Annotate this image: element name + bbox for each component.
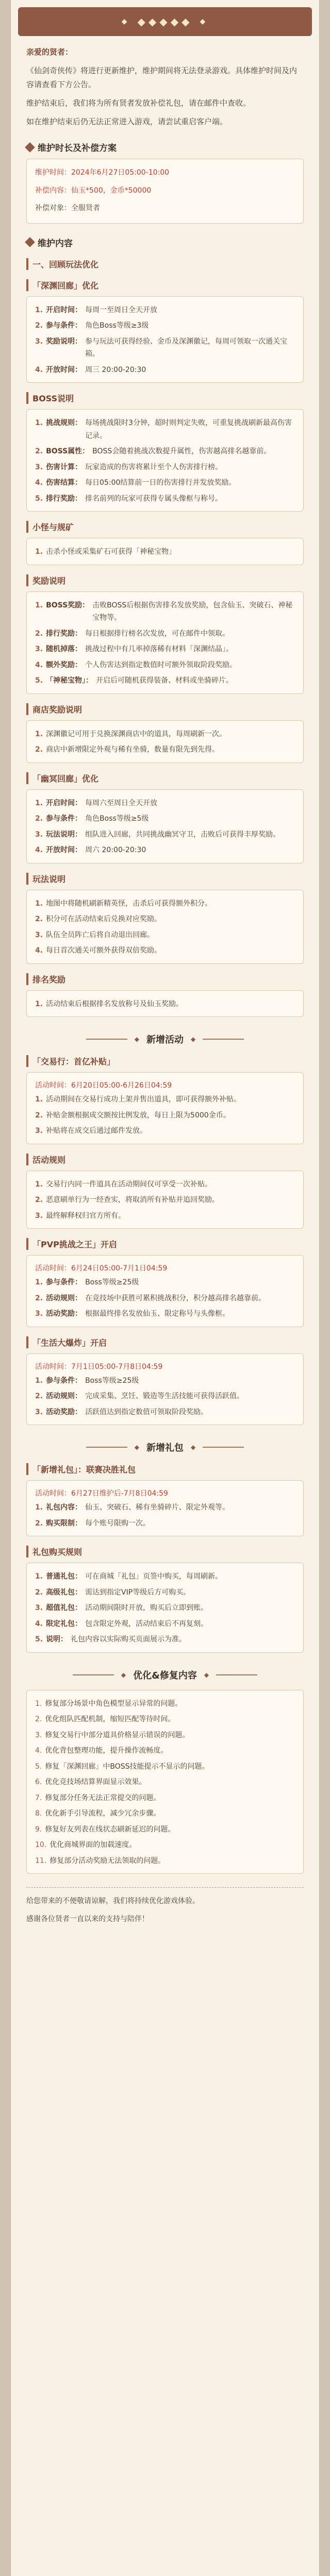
list-item xyxy=(35,1792,295,1805)
list-item xyxy=(35,897,295,910)
block-card xyxy=(26,409,304,512)
item-text: 每日首次通关可额外获得双倍奖励。 xyxy=(46,946,162,955)
item-text: 修复部分活动奖励无法领取的问题。 xyxy=(50,1856,166,1865)
announcement-page xyxy=(10,0,320,2576)
item-text: 修复「深渊回廊」中BOSS技能提示不显示的问题。 xyxy=(45,1762,209,1771)
list-item xyxy=(35,1713,295,1726)
list-item xyxy=(35,1823,295,1836)
block-card xyxy=(26,1480,304,1536)
item-text: 修复部分场景中角色模型显示异常的问题。 xyxy=(45,1699,183,1708)
diamond-icon: ◆ xyxy=(134,1444,139,1451)
compensation-content: 补偿内容：仙玉*500，金币*50000 xyxy=(35,186,152,195)
item-number: 3. xyxy=(35,1211,43,1220)
list-item xyxy=(35,674,295,687)
item-text: 可在商城「礼包」页签中购买，每周刷新。 xyxy=(85,1572,223,1581)
item-label: 高级礼包： xyxy=(46,1588,82,1597)
item-number: 3. xyxy=(35,830,43,839)
list-item xyxy=(35,1744,295,1757)
item-label: 开放时间： xyxy=(46,365,82,374)
list-item xyxy=(35,1210,295,1223)
item-text: 补贴金额根据成交额按比例发放，每日上限为5000金币。 xyxy=(46,1111,230,1120)
list-item xyxy=(35,335,295,361)
item-text: 最终解释权归官方所有。 xyxy=(46,1211,126,1220)
item-text: 组队进入回廊，共同挑战幽冥守卫，击败后可获得丰厚奖励。 xyxy=(85,830,280,839)
block-heading: 排名奖励 xyxy=(26,973,304,985)
item-number: 1. xyxy=(35,730,43,738)
item-number: 2. xyxy=(35,815,43,823)
item-text: 仙玉、突破石、稀有坐骑碎片、限定外观等。 xyxy=(85,1503,230,1512)
item-number: 9. xyxy=(35,1825,42,1834)
item-number: 3. xyxy=(35,337,43,346)
list-item xyxy=(35,998,295,1011)
list-item xyxy=(35,1125,295,1138)
list-item xyxy=(35,929,295,942)
item-label: 伤害结算： xyxy=(46,479,82,487)
list-item xyxy=(35,1586,295,1599)
item-text: 地图中将随机刷新精英怪，击杀后可获得额外积分。 xyxy=(46,899,212,908)
item-label: 排行奖励： xyxy=(46,629,82,638)
greeting: 亲爱的贤者： xyxy=(26,47,73,57)
item-text: 每个账号限购一次。 xyxy=(85,1519,151,1528)
item-text: 需达到指定VIP等级后方可购买。 xyxy=(85,1588,191,1597)
item-number: 7. xyxy=(35,1793,42,1802)
item-label: BOSS属性： xyxy=(46,447,90,456)
new-gifts-heading: ◆ 新增礼包 ◆ xyxy=(26,1440,304,1454)
item-text: 开启后可随机获得装备、材料或坐骑碎片。 xyxy=(96,676,234,685)
item-label: 说明： xyxy=(46,1635,68,1644)
activity-blocks xyxy=(26,1055,304,1425)
announcement-banner xyxy=(18,7,312,36)
item-number: 2. xyxy=(35,321,43,330)
item-number: 3. xyxy=(35,645,43,654)
item-text: 修复部分任务无法正常提交的问题。 xyxy=(45,1793,161,1802)
activity-time: 活动时间：6月20日05:00-6月26日04:59 xyxy=(35,1081,172,1090)
item-number: 1. xyxy=(35,1572,43,1581)
list-item xyxy=(35,728,295,741)
list-item xyxy=(35,1501,295,1514)
list-item xyxy=(35,364,295,377)
list-item xyxy=(35,417,295,442)
item-label: 超值礼包： xyxy=(46,1604,82,1613)
activity-time: 活动时间：6月27日维护后-7月8日04:59 xyxy=(35,1489,168,1498)
item-text: 击败BOSS后根据伤害排名发放奖励，包含仙玉、突破石、神秘宝物等。 xyxy=(92,601,293,622)
item-text: 每场挑战限时3分钟，超时则判定失败，可重复挑战刷新最高伤害记录。 xyxy=(85,419,292,440)
item-number: 2. xyxy=(35,1588,43,1597)
list-item xyxy=(35,1807,295,1820)
item-number: 3. xyxy=(35,1310,43,1318)
item-number: 8. xyxy=(35,1809,42,1818)
maintenance-time: 维护时间：2024年6月27日05:00-10:00 xyxy=(35,168,170,177)
list-item xyxy=(35,628,295,640)
block-heading: BOSS说明 xyxy=(26,392,304,404)
item-number: 2. xyxy=(35,1294,43,1302)
item-text: 周六 20:00-20:30 xyxy=(85,846,146,855)
list-item xyxy=(35,1729,295,1742)
item-number: 2. xyxy=(35,447,43,456)
item-number: 4. xyxy=(35,1619,43,1628)
list-item xyxy=(35,304,295,317)
item-text: 包含限定外观，活动结束后不再复刻。 xyxy=(85,1619,208,1628)
block-card xyxy=(26,720,304,763)
item-text: 每日05:00结算前一日的伤害排行并发放奖励。 xyxy=(85,479,236,487)
item-label: BOSS奖励： xyxy=(46,601,90,609)
diamond-icon: ◆ xyxy=(134,1036,139,1043)
item-text: 活动期间限时开放，购买后立即到账。 xyxy=(85,1604,208,1613)
item-label: 购买限制： xyxy=(46,1519,82,1528)
item-number: 4. xyxy=(35,365,43,374)
list-item xyxy=(35,844,295,857)
item-label: 礼包内容： xyxy=(46,1503,82,1512)
list-item xyxy=(35,659,295,672)
item-label: 普通礼包： xyxy=(46,1572,82,1581)
diamond-icon: ◆ xyxy=(204,1671,209,1679)
announcement-content xyxy=(11,45,319,1925)
list-item xyxy=(35,1776,295,1789)
gameplay-blocks xyxy=(26,279,304,1018)
block-card xyxy=(26,1171,304,1229)
item-label: 奖励说明： xyxy=(46,337,82,346)
new-activities-heading: ◆ 新增活动 ◆ xyxy=(26,1032,304,1046)
list-item xyxy=(35,1390,295,1403)
item-text: 参与玩法可获得经验、金币及深渊徽记，每周可领取一次通关宝箱。 xyxy=(85,337,288,359)
item-label: 挑战规则： xyxy=(46,419,82,428)
item-label: 额外奖励： xyxy=(46,660,82,669)
block-card xyxy=(26,890,304,964)
list-item xyxy=(35,599,295,624)
block-card xyxy=(26,538,304,565)
activity-time: 活动时间：7月1日05:00-7月8日04:59 xyxy=(35,1362,163,1371)
item-number: 1. xyxy=(35,1376,43,1385)
item-number: 3. xyxy=(35,1731,42,1739)
gift-blocks xyxy=(26,1463,304,1653)
item-text: 个人伤害达到指定数值时可额外领取阶段奖励。 xyxy=(85,660,237,669)
block-card xyxy=(26,1072,304,1144)
item-number: 2. xyxy=(35,1196,43,1205)
item-text: 每周六至周日全天开放 xyxy=(85,799,158,807)
list-item xyxy=(35,1602,295,1615)
item-text: 优化组队匹配机制，缩短匹配等待时间。 xyxy=(45,1715,175,1724)
item-text: 队伍全员阵亡后将自动退出回廊。 xyxy=(46,930,155,939)
item-number: 5. xyxy=(35,1635,43,1644)
item-text: 优化新手引导流程，减少冗余步骤。 xyxy=(45,1809,161,1818)
item-text: 礼包内容以实际购买页面展示为准。 xyxy=(71,1635,187,1644)
block-card xyxy=(26,296,304,383)
list-item xyxy=(35,1178,295,1191)
item-text: 每周一至周日全天开放 xyxy=(85,306,158,314)
item-number: 1. xyxy=(35,601,43,609)
item-text: 优化竞技场结算界面显示效果。 xyxy=(45,1778,146,1787)
block-heading: 奖励说明 xyxy=(26,574,304,586)
diamond-icon: ◆ xyxy=(121,18,130,26)
list-item xyxy=(35,812,295,825)
block-heading: 玩法说明 xyxy=(26,873,304,885)
list-item xyxy=(35,1633,295,1646)
block-heading: 活动规则 xyxy=(26,1154,304,1165)
item-number: 1. xyxy=(35,1095,43,1104)
item-text: 恶意刷单行为一经查实，将取消所有补贴并追回奖励。 xyxy=(46,1196,220,1205)
item-text: 优化背包整理功能，提升操作流畅度。 xyxy=(45,1747,168,1755)
item-text: 深渊徽记可用于兑换深渊商店中的道具，每周刷新一次。 xyxy=(46,730,227,738)
block-heading: 「生活大爆炸」开启 xyxy=(26,1336,304,1348)
item-number: 1. xyxy=(35,548,43,556)
item-label: 活动奖励： xyxy=(46,1310,82,1318)
compensation-card xyxy=(26,159,304,224)
block-card xyxy=(26,591,304,694)
item-text: 活动期间在交易行成功上架并售出道具，即可获得额外补贴。 xyxy=(46,1095,241,1104)
diamond-icon: ◆ xyxy=(200,18,209,26)
item-number: 1. xyxy=(35,1278,43,1287)
block-card xyxy=(26,789,304,863)
divider-line xyxy=(86,1039,127,1040)
item-text: 角色Boss等级≥3级 xyxy=(85,321,149,330)
divider-line xyxy=(203,1447,244,1448)
item-label: 活动规则： xyxy=(46,1294,82,1302)
item-number: 2. xyxy=(35,1519,43,1528)
item-number: 1. xyxy=(35,999,43,1008)
section-marker-icon xyxy=(25,237,35,247)
list-item xyxy=(35,1760,295,1773)
block-card xyxy=(26,1255,304,1327)
item-number: 1. xyxy=(35,1699,42,1708)
item-text: 角色Boss等级≥5级 xyxy=(85,815,149,823)
optimizations-list xyxy=(26,1690,304,1874)
list-item xyxy=(35,1194,295,1207)
list-item xyxy=(35,643,295,656)
optimizations-heading: ◆ 优化&修复内容 ◆ xyxy=(26,1668,304,1682)
item-label: 开放时间： xyxy=(46,846,82,855)
item-label: 参与条件： xyxy=(46,321,82,330)
block-heading: 礼包购买规则 xyxy=(26,1546,304,1557)
block-card xyxy=(26,1563,304,1653)
intro-paragraph: 《仙剑奇侠传》将进行更新维护，维护期间将无法登录游戏。具体维护时间及内容请查看下方公告。 xyxy=(26,66,298,89)
item-text: BOSS会随着挑战次数提升属性，伤害越高排名越靠前。 xyxy=(92,447,271,456)
item-number: 6. xyxy=(35,1778,42,1787)
item-number: 4. xyxy=(35,946,43,955)
item-label: 参与条件： xyxy=(46,1376,82,1385)
list-item xyxy=(35,1698,295,1710)
divider-line xyxy=(216,1674,257,1675)
item-text: 活跃值达到指定数值可领取阶段奖励。 xyxy=(85,1408,208,1416)
item-text: 商店中新增限定外观与稀有坐骑，数量有限先到先得。 xyxy=(46,745,220,754)
item-text: 完成采集、烹饪、锻造等生活技能可获得活跃值。 xyxy=(85,1392,244,1401)
block-heading: 商店奖励说明 xyxy=(26,703,304,715)
item-number: 3. xyxy=(35,1604,43,1613)
block-card xyxy=(26,1353,304,1426)
list-item xyxy=(35,828,295,841)
item-number: 2. xyxy=(35,1111,43,1120)
list-item xyxy=(35,1839,295,1852)
item-text: 排名前列的玩家可获得专属头像框与称号。 xyxy=(85,494,223,503)
list-item xyxy=(35,913,295,926)
item-label: 活动奖励： xyxy=(46,1408,82,1416)
intro-paragraph: 维护结束后，我们将为所有贤者发放补偿礼包，请在邮件中查收。 xyxy=(26,98,251,108)
block-heading: 小怪与规矿 xyxy=(26,521,304,533)
list-item xyxy=(35,1375,295,1387)
item-label: 开启时间： xyxy=(46,799,82,807)
list-item xyxy=(35,1276,295,1289)
item-number: 1. xyxy=(35,419,43,428)
list-item xyxy=(35,1406,295,1419)
compensation-heading: 维护时长及补偿方案 xyxy=(26,141,304,154)
list-item xyxy=(35,1517,295,1530)
divider-line xyxy=(86,1447,127,1448)
block-heading: 「深渊回廊」优化 xyxy=(26,279,304,291)
diamond-icon: ◆ xyxy=(191,1036,196,1043)
item-text: 积分可在活动结束后兑换对应奖励。 xyxy=(46,915,162,924)
item-number: 10. xyxy=(35,1841,47,1850)
item-number: 1. xyxy=(35,306,43,314)
item-text: 修复交易行中部分道具价格显示错误的问题。 xyxy=(45,1731,190,1739)
item-label: 限定礼包： xyxy=(46,1619,82,1628)
item-text: 每日根据排行榜名次发放，可在邮件中领取。 xyxy=(85,629,230,638)
diamond-icon: ◆ xyxy=(191,1444,196,1451)
item-label: 随机掉落： xyxy=(46,645,82,654)
diamond-icon: ◆ xyxy=(121,1671,126,1679)
item-text: 根据最终排名发放仙玉、限定称号与头像框。 xyxy=(85,1310,230,1318)
list-item xyxy=(35,1292,295,1305)
item-number: 3. xyxy=(35,1408,43,1416)
item-number: 2. xyxy=(35,915,43,924)
list-item xyxy=(35,743,295,756)
list-item xyxy=(35,477,295,489)
item-number: 1. xyxy=(35,899,43,908)
item-number: 2. xyxy=(35,1715,42,1724)
list-item xyxy=(35,319,295,332)
item-number: 4. xyxy=(35,660,43,669)
item-text: 补贴将在成交后通过邮件发放。 xyxy=(46,1127,147,1136)
list-item xyxy=(35,461,295,474)
content-heading: 维护内容 xyxy=(26,236,304,249)
item-text: 在竞技场中获胜可累积挑战积分，积分越高排名越靠前。 xyxy=(85,1294,266,1302)
item-number: 11. xyxy=(35,1856,47,1865)
block-card xyxy=(26,990,304,1018)
item-label: 参与条件： xyxy=(46,815,82,823)
list-item xyxy=(35,493,295,505)
item-label: 玩法说明： xyxy=(46,830,82,839)
item-label: 排行奖励： xyxy=(46,494,82,503)
item-label: 开启时间： xyxy=(46,306,82,314)
item-number: 4. xyxy=(35,1747,42,1755)
item-label: 参与条件： xyxy=(46,1278,82,1287)
list-item xyxy=(35,1308,295,1320)
item-number: 1. xyxy=(35,799,43,807)
list-item xyxy=(35,797,295,810)
divider-line xyxy=(203,1039,244,1040)
compensation-target: 补偿对象：全服贤者 xyxy=(35,204,100,213)
item-text: 玩家造成的伤害将累计至个人伤害排行榜。 xyxy=(85,463,223,471)
item-text: 周三 20:00-20:30 xyxy=(85,365,146,374)
item-label: 伤害计算： xyxy=(46,463,82,471)
item-number: 3. xyxy=(35,1127,43,1136)
ending-notes xyxy=(26,1887,304,1925)
item-number: 3. xyxy=(35,930,43,939)
item-number: 3. xyxy=(35,463,43,471)
intro-paragraph: 如在维护结束后仍无法正常进入游戏，请尝试重启客户端。 xyxy=(26,117,228,126)
item-text: 击杀小怪或采集矿石可获得「神秘宝物」 xyxy=(46,548,176,556)
block-heading: 「PVP挑战之王」开启 xyxy=(26,1238,304,1250)
item-number: 5. xyxy=(35,494,43,503)
gameplay-section-title: 一、回顾玩法优化 xyxy=(26,258,304,270)
ending-line: 感谢各位贤者一直以来的支持与陪伴！ xyxy=(26,1914,149,1923)
block-heading: 「新增礼包」：联赛决胜礼包 xyxy=(26,1463,304,1475)
block-heading: 「幽冥回廊」优化 xyxy=(26,772,304,784)
item-number: 4. xyxy=(35,479,43,487)
activity-time: 活动时间：6月24日05:00-7月1日04:59 xyxy=(35,1264,168,1273)
item-label: 「神秘宝物」： xyxy=(46,676,93,685)
item-number: 5. xyxy=(35,1762,42,1771)
item-text: 修复好友列表在线状态刷新延迟的问题。 xyxy=(45,1825,175,1834)
item-number: 2. xyxy=(35,629,43,638)
item-label: 活动规则： xyxy=(46,1392,82,1401)
item-number: 2. xyxy=(35,1392,43,1401)
item-text: 优化商城界面的加载速度。 xyxy=(50,1841,137,1850)
item-text: 交易行内同一件道具在活动期间仅可享受一次补贴。 xyxy=(46,1180,212,1189)
list-item xyxy=(35,546,295,558)
item-text: Boss等级≥25级 xyxy=(85,1278,139,1287)
section-marker-icon xyxy=(25,142,35,152)
item-number: 2. xyxy=(35,745,43,754)
item-text: 挑战过程中有几率掉落稀有材料「深渊结晶」。 xyxy=(85,645,234,654)
item-text: 活动结束后根据排名发放称号及仙玉奖励。 xyxy=(46,999,184,1008)
list-item xyxy=(35,1618,295,1631)
list-item xyxy=(35,445,295,458)
item-text: Boss等级≥25级 xyxy=(85,1376,139,1385)
item-number: 1. xyxy=(35,1503,43,1512)
list-item xyxy=(35,1093,295,1106)
item-number: 5. xyxy=(35,676,43,685)
ending-line: 给您带来的不便敬请谅解，我们将持续优化游戏体验。 xyxy=(26,1897,200,1906)
list-item xyxy=(35,944,295,957)
list-item xyxy=(35,1109,295,1122)
item-number: 4. xyxy=(35,846,43,855)
list-item xyxy=(35,1855,295,1868)
divider-line xyxy=(73,1674,114,1675)
banner-title: ◆◆◆◆◆ xyxy=(137,15,193,28)
block-heading: 「交易行：首亿补贴」 xyxy=(26,1055,304,1067)
list-item xyxy=(35,1570,295,1583)
item-number: 1. xyxy=(35,1180,43,1189)
